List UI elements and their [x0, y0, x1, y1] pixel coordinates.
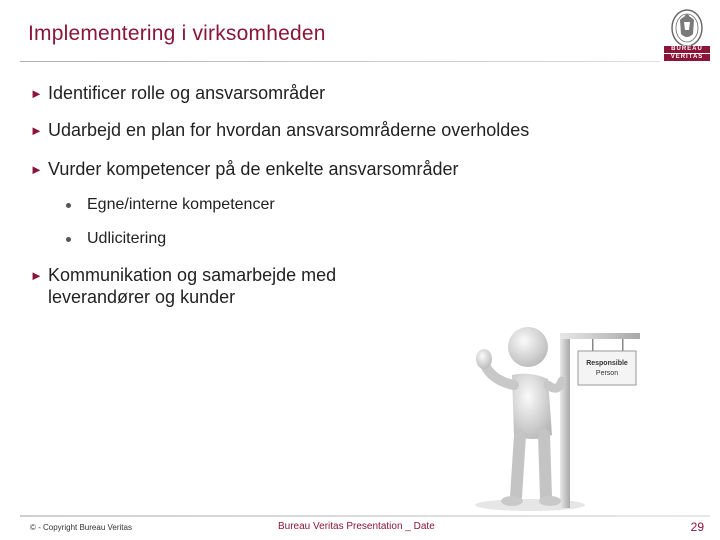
page-number: 29	[690, 520, 704, 534]
bullet-text: Kommunikation og samarbejde med	[48, 265, 337, 285]
bullet-dot-icon	[66, 203, 71, 208]
sub-bullet-item	[66, 195, 275, 215]
logo-text-line2: VERITAS	[664, 54, 710, 61]
bullet-arrow-icon: ►	[30, 86, 43, 101]
footer-copyright: © - Copyright Bureau Veritas	[30, 523, 132, 532]
bullet-item	[30, 119, 529, 141]
sub-bullet-text: Udlicitering	[87, 230, 167, 247]
bullet-arrow-icon: ►	[30, 268, 43, 283]
bullet-arrow-icon: ►	[30, 162, 43, 177]
bullet-arrow-icon: ►	[30, 123, 43, 138]
footer-divider	[20, 515, 710, 517]
slide-title: Implementering i virksomheden	[28, 22, 326, 45]
sub-bullet-item	[66, 229, 166, 249]
bullet-dot-icon	[66, 237, 71, 242]
responsible-person-illustration	[460, 315, 670, 515]
sign-text-line1: Responsible	[586, 360, 628, 367]
sign-text-line2: Person	[595, 370, 619, 377]
bullet-text: Udarbejd en plan for hvordan ansvarsområderne overholdes	[48, 120, 530, 140]
bullet-text: Identificer rolle og ansvarsområder	[48, 83, 326, 103]
bullet-item	[30, 82, 325, 104]
bullet-text-continued: leverandører og kunder	[48, 287, 236, 307]
logo-text-line1: BUREAU	[664, 46, 710, 53]
bullet-text: Vurder kompetencer på de enkelte ansvarsområder	[48, 159, 459, 179]
title-divider	[20, 61, 660, 62]
bullet-item	[30, 264, 336, 308]
bullet-item	[30, 158, 459, 180]
footer-presentation-label: Bureau Veritas Presentation _ Date	[278, 521, 435, 532]
sub-bullet-text: Egne/interne kompetencer	[87, 196, 275, 213]
